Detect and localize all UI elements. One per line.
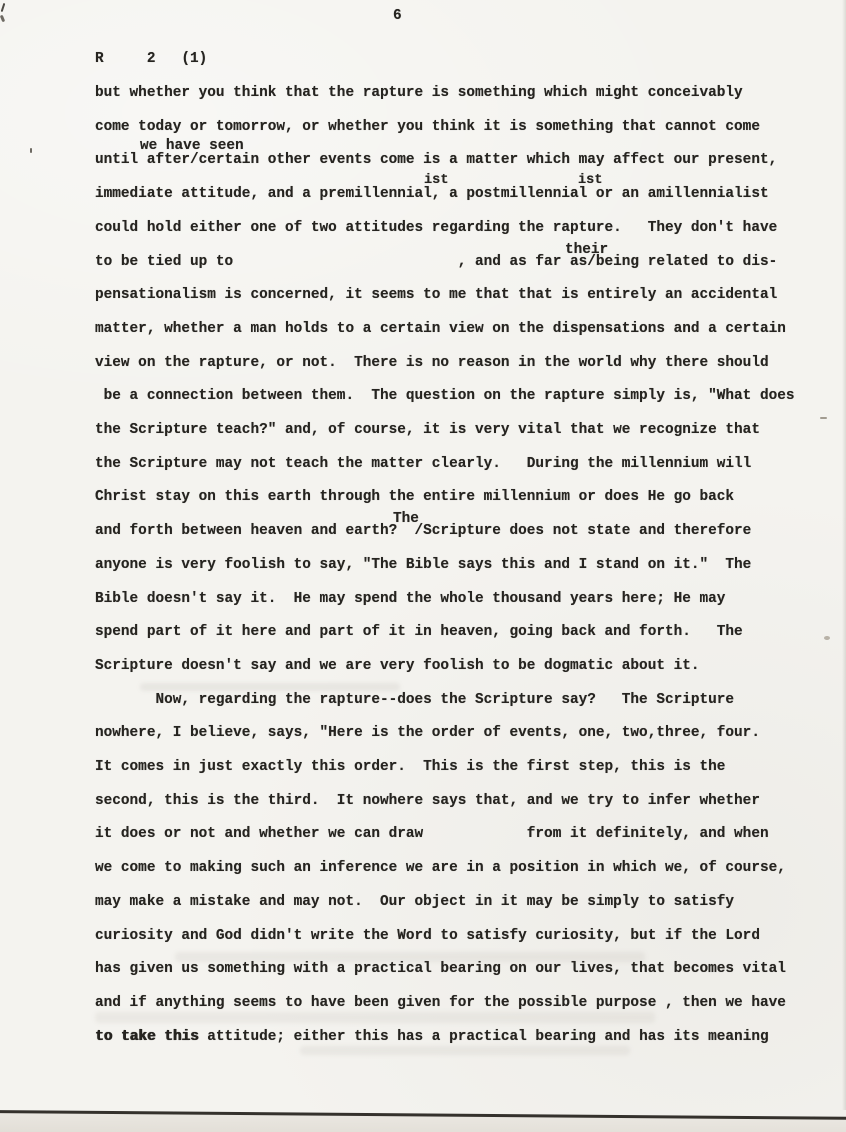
typed-line: It comes in just exactly this order. This is the first step, this is the — [95, 759, 726, 775]
page-number: 6 — [393, 8, 402, 24]
typed-line: Scripture doesn't say and we are very foolish to be dogmatic about it. — [95, 658, 700, 674]
typed-line: immediate attitude, and a premillennial, a postmillennial or an amillennialist — [95, 186, 769, 202]
bleedthrough-smudge — [175, 952, 645, 962]
typed-line: has given us something with a practical bearing on our lives, that becomes vital — [95, 961, 786, 977]
scan-speck — [824, 636, 830, 640]
typed-line: to be tied up to , and as far as/being related to dis- — [95, 254, 778, 270]
typed-line: view on the rapture, or not. There is no reason in the world why there should — [95, 355, 769, 371]
typed-line: Christ stay on this earth through the entire millennium or does He go back — [95, 489, 735, 505]
pencil-mark — [0, 15, 5, 23]
typed-line: until after/certain other events come is a matter which may affect our present, — [95, 152, 778, 168]
typed-line: come today or tomorrow, or whether you think it is something that cannot come — [95, 119, 760, 135]
scan-edge-shadow — [842, 0, 846, 1110]
interlinear-insertion: The — [393, 511, 419, 527]
typed-line: nowhere, I believe, says, "Here is the order of events, one, two,three, four. — [95, 725, 760, 741]
interlinear-insertion: their — [565, 242, 609, 258]
scan-speck — [820, 417, 827, 419]
bleedthrough-smudge — [140, 683, 400, 691]
typed-line: matter, whether a man holds to a certain view on the dispensations and a certain — [95, 321, 786, 337]
typed-line: pensationalism is concerned, it seems to me that that is entirely an accidental — [95, 287, 778, 303]
typed-line: curiosity and God didn't write the Word to satisfy curiosity, but if the Lord — [95, 928, 760, 944]
typed-line: but whether you think that the rapture is something which might conceivably — [95, 85, 743, 101]
typed-line: anyone is very foolish to say, "The Bible says this and I stand on it." The — [95, 557, 752, 573]
superscript-insertion: ist — [578, 173, 603, 188]
typed-line: could hold either one of two attitudes regarding the rapture. They don't have — [95, 220, 778, 236]
typed-line: the Scripture may not teach the matter clearly. During the millennium will — [95, 456, 752, 472]
superscript-insertion: ist — [424, 173, 449, 188]
typed-line: we come to making such an inference we are in a position in which we, of course, — [95, 860, 786, 876]
typed-line: and if anything seems to have been given for the possible purpose , then we have — [95, 995, 786, 1011]
scan-speck — [30, 148, 32, 153]
document-header: R 2 (1) — [95, 51, 208, 67]
bleedthrough-smudge — [95, 1012, 655, 1023]
typed-line: it does or not and whether we can draw from it definitely, and when — [95, 826, 769, 842]
typed-line: second, this is the third. It nowhere says that, and we try to infer whether — [95, 793, 760, 809]
pencil-mark — [1, 3, 6, 12]
typed-line: may make a mistake and may not. Our object in it may be simply to satisfy — [95, 894, 735, 910]
typed-line: the Scripture teach?" and, of course, it is very vital that we recognize that — [95, 422, 760, 438]
interlinear-insertion: we have seen — [140, 138, 244, 154]
typed-line: spend part of it here and part of it in heaven, going back and forth. The — [95, 624, 743, 640]
typed-line: to take this attitude; either this has a practical bearing and has its meaning — [95, 1029, 769, 1045]
typed-line: and forth between heaven and earth? /Scripture does not state and therefore — [95, 523, 752, 539]
bleedthrough-smudge — [300, 1046, 630, 1055]
typed-line: Now, regarding the rapture--does the Scripture say? The Scripture — [95, 692, 735, 708]
typed-line: Bible doesn't say it. He may spend the whole thousand years here; He may — [95, 591, 726, 607]
typed-line: be a connection between them. The question on the rapture simply is, "What does — [95, 388, 795, 404]
